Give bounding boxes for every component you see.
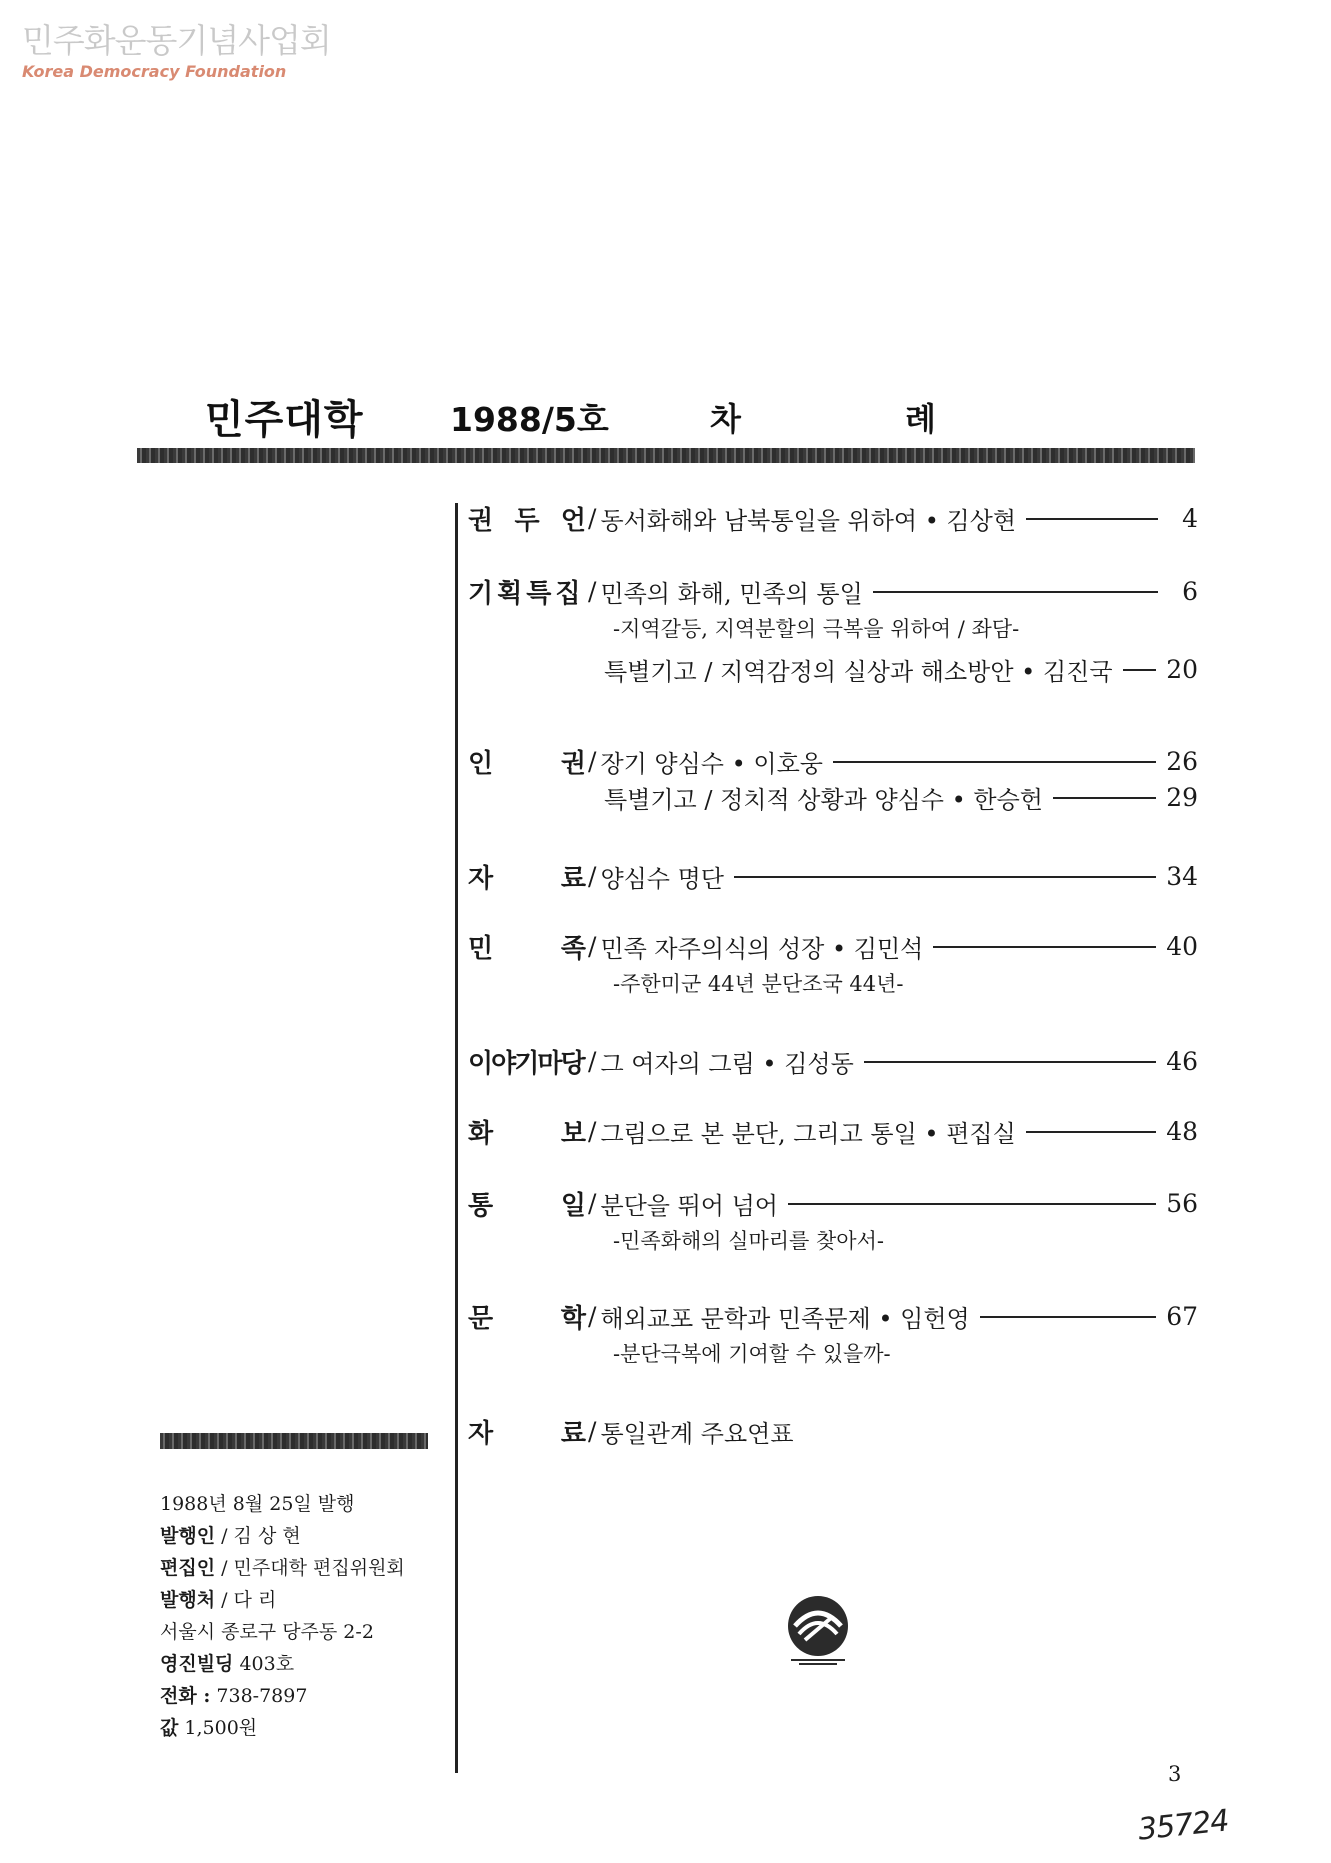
- magazine-title: 민주대학: [205, 397, 364, 443]
- contents-heading-2: 례: [905, 400, 936, 438]
- toc-category: [468, 1298, 586, 1335]
- toc-category-char: 자: [468, 1418, 494, 1449]
- page-header: [0, 388, 1331, 448]
- colophon-divider: [455, 1480, 457, 1748]
- phone-line: 전화 : 738-7897: [160, 1685, 308, 1707]
- toc-title: 양심수 명단: [600, 864, 724, 893]
- toc-leader-line: [788, 1203, 1156, 1205]
- toc-category-char: 민: [468, 933, 494, 964]
- toc-page: 4: [1182, 503, 1198, 533]
- toc-entry: [468, 1043, 1198, 1079]
- toc-row: [468, 573, 1198, 609]
- toc-category: 기획특집: [468, 578, 585, 609]
- toc-category: [468, 743, 586, 780]
- toc-title: 그림으로 본 분단, 그리고 통일 • 편집실: [600, 1119, 1016, 1148]
- toc-separator: /: [588, 931, 597, 961]
- toc-entry: [468, 858, 1198, 894]
- toc-category-char: 자: [468, 863, 494, 894]
- toc-category: 이야기마당: [468, 1048, 584, 1079]
- toc-extra-page: 29: [1166, 782, 1198, 812]
- toc-page: 6: [1182, 576, 1198, 606]
- toc-entry: [468, 1298, 1198, 1366]
- toc-category-char: 권: [468, 505, 494, 536]
- toc-row: [468, 1185, 1198, 1221]
- toc-row: [468, 1298, 1198, 1334]
- toc-title: 해외교포 문학과 민족문제 • 임헌영: [600, 1304, 970, 1333]
- publisher-line: 발행인 / 김 상 현: [160, 1525, 301, 1547]
- toc-subtitle: -주한미군 44년 분단조국 44년-: [613, 972, 904, 996]
- toc-leader-line: [1053, 797, 1156, 799]
- toc-row: [468, 1113, 1198, 1149]
- toc-leader-line: [933, 946, 1156, 948]
- toc-leader-line: [873, 591, 1158, 593]
- toc-separator: /: [588, 1301, 597, 1331]
- toc-title: 민족의 화해, 민족의 통일: [600, 579, 863, 608]
- toc-title: 민족 자주의식의 성장 • 김민석: [600, 934, 924, 963]
- toc-title: 동서화해와 남북통일을 위하여 • 김상현: [600, 506, 1017, 535]
- contents-heading-1: 차: [710, 400, 741, 438]
- toc-leader-line: [864, 1061, 1156, 1063]
- toc-subtitle: -분단극복에 기여할 수 있을까-: [613, 1342, 891, 1366]
- publisher-logo-icon: [781, 1592, 855, 1666]
- toc-category-char: 권: [560, 748, 586, 779]
- toc-title: 장기 양심수 • 이호웅: [600, 749, 823, 778]
- toc-category-char: 인: [468, 748, 494, 779]
- toc-category-char: 료: [560, 863, 586, 894]
- toc-category: [468, 858, 586, 895]
- toc-page: 67: [1166, 1301, 1198, 1331]
- toc-subtitle: -지역갈등, 지역분할의 극복을 위하여 / 좌담-: [613, 617, 1020, 641]
- toc-category-char: 문: [468, 1303, 494, 1334]
- toc-category: [468, 928, 586, 965]
- watermark: [22, 22, 331, 82]
- toc-row: [468, 1043, 1198, 1079]
- toc-title: 그 여자의 그림 • 김성동: [600, 1049, 854, 1078]
- toc-extra-title: 특별기고 / 지역감정의 실상과 해소방안 • 김진국: [604, 657, 1113, 686]
- toc-entry: [468, 500, 1198, 536]
- toc-separator: /: [588, 1116, 597, 1146]
- toc-leader-line: [1026, 518, 1158, 520]
- page-number: 3: [1168, 1762, 1182, 1786]
- toc-extra-row: [604, 779, 1198, 815]
- toc-page: 34: [1166, 861, 1198, 891]
- toc-extra-title: 특별기고 / 정치적 상황과 양심수 • 한승헌: [604, 785, 1043, 814]
- watermark-english: Korea Democracy Foundation: [22, 62, 287, 81]
- toc-separator: /: [588, 503, 597, 533]
- toc-category: [468, 1185, 586, 1222]
- price-line: 값 1,500원: [160, 1717, 258, 1739]
- toc-leader-line: [734, 876, 1156, 878]
- toc-entry: [468, 1113, 1198, 1149]
- toc-category-char: 화: [468, 1118, 494, 1149]
- toc-separator: /: [588, 1046, 597, 1076]
- issue-number: 1988/5호: [450, 400, 609, 439]
- toc-row: [468, 500, 1198, 536]
- toc-category-char: 료: [560, 1418, 586, 1449]
- editor-line: 편집인 / 민주대학 편집위원회: [160, 1557, 405, 1579]
- toc-separator: /: [588, 1416, 597, 1446]
- header-rule: [137, 448, 1195, 463]
- watermark-korean: 민주화운동기념사업회: [22, 21, 331, 60]
- toc-leader-line: [833, 761, 1156, 763]
- toc-page: 48: [1166, 1116, 1198, 1146]
- colophon: [160, 1488, 405, 1744]
- press-line: 발행처 / 다 리: [160, 1589, 277, 1611]
- toc-category-char: 족: [560, 933, 586, 964]
- toc-category: [468, 1113, 586, 1150]
- toc-row: [468, 1413, 1198, 1449]
- toc-category: [468, 1413, 586, 1450]
- toc-category-char: 학: [560, 1303, 586, 1334]
- publish-date: 1988년 8월 25일 발행: [160, 1493, 355, 1515]
- toc-row: [468, 858, 1198, 894]
- toc-title: 분단을 뛰어 넘어: [600, 1191, 778, 1220]
- toc-title: 통일관계 주요연표: [600, 1419, 794, 1448]
- toc-category-char: 일: [560, 1190, 586, 1221]
- toc-separator: /: [588, 1188, 597, 1218]
- toc-row: [468, 928, 1198, 964]
- toc-page: 56: [1166, 1188, 1198, 1218]
- toc-row: [468, 743, 1198, 779]
- toc-entry: [468, 1185, 1198, 1253]
- toc-entry: [468, 743, 1198, 814]
- toc-entry: [468, 1413, 1198, 1449]
- colophon-rule: [160, 1433, 428, 1449]
- toc-separator: /: [588, 746, 597, 776]
- toc-category-char: 보: [560, 1118, 586, 1149]
- toc-leader-line: [980, 1316, 1157, 1318]
- toc-leader-line: [1123, 669, 1157, 671]
- building-line: 영진빌딩 403호: [160, 1653, 295, 1675]
- toc-category-char: 통: [468, 1190, 494, 1221]
- toc-page: 46: [1166, 1046, 1198, 1076]
- toc-category: [468, 500, 586, 537]
- toc-category-char: 두: [514, 505, 540, 536]
- toc-page: 40: [1166, 931, 1198, 961]
- toc-leader-line: [1026, 1131, 1156, 1133]
- address-line: 서울시 종로구 당주동 2-2: [160, 1621, 374, 1643]
- toc-separator: /: [588, 861, 597, 891]
- toc-page: 26: [1166, 746, 1198, 776]
- toc-entry: [468, 573, 1198, 686]
- toc-subtitle: -민족화해의 실마리를 찾아서-: [613, 1229, 884, 1253]
- toc-entry: [468, 928, 1198, 996]
- handwritten-archive-number: 35724: [1136, 1803, 1231, 1848]
- toc-category-char: 언: [560, 505, 586, 536]
- toc-extra-page: 20: [1166, 654, 1198, 684]
- toc-extra-row: [604, 651, 1198, 687]
- toc-separator: /: [588, 576, 597, 606]
